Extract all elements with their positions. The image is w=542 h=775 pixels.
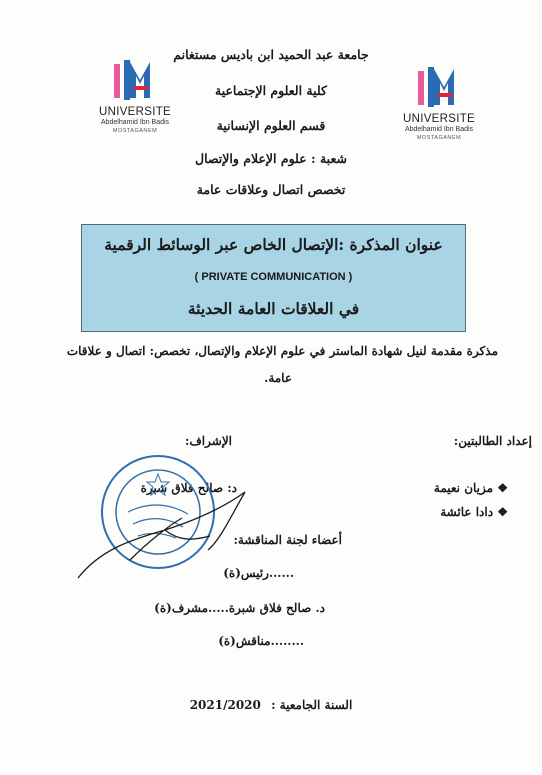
committee-heading: أعضاء لجنة المناقشة: [233,533,342,547]
university-mark-icon [414,65,460,111]
student-item [368,505,508,519]
logo-university-line2: Abdelhamid Ibn Badis [404,126,474,133]
university-logo-left [70,58,200,148]
academic-year-label: السنة الجامعية : [271,698,353,712]
academic-year [0,698,542,712]
academic-year-value: 2021/2020 [189,698,261,712]
university-logo-right [374,65,504,155]
thesis-note-line1: مذكرة مقدمة لنيل شهادة الماستر في علوم الإعلام والإتصال، تخصص: اتصال و علاقات [66,344,498,358]
thesis-title-line1: عنوان المذكرة :الإتصال الخاص عبر الوسائط الرقمية [104,235,443,254]
student-name: مزيان نعيمة [433,481,494,495]
logo-university-word: UNIVERSITE [98,106,171,118]
logo-university-line3: MOSTAGANEM [416,135,462,141]
thesis-note-line2: عامة. [264,371,292,385]
committee-examiner: ........مناقش(ة) [218,634,304,648]
faculty-name: كلية العلوم الإجتماعية [215,83,327,98]
student-item [368,481,508,495]
bullet-icon: ❖ [497,481,508,495]
supervisor-name: د: صالح فلاق شبرة [140,481,237,495]
student-name: دادا عائشة [440,505,494,519]
logo-university-word: UNIVERSITE [402,113,475,125]
committee-supervisor: د. صالح فلاق شبرة.....مشرف(ة) [154,601,325,615]
bullet-icon: ❖ [497,505,508,519]
department-name: قسم العلوم الإنسانية [216,118,326,133]
thesis-title-line3: في العلاقات العامة الحديثة [187,299,360,318]
committee-president: ......رئيس(ة) [223,566,294,580]
logo-university-line3: MOSTAGANEM [112,128,158,134]
students-heading: إعداد الطالبتين: [453,434,532,448]
thesis-title-box [81,224,466,332]
supervision-heading: الإشراف: [184,434,232,448]
logo-university-line2: Abdelhamid Ibn Badis [100,119,170,126]
thesis-title-english: ( PRIVATE COMMUNICATION ) [194,271,353,283]
branch-name: شعبة : علوم الإعلام والإتصال [195,151,347,166]
specialty-name: تخصص اتصال وعلاقات عامة [196,182,346,197]
university-name: جامعة عبد الحميد ابن باديس مستغانم [173,47,369,62]
university-mark-icon [110,58,156,104]
